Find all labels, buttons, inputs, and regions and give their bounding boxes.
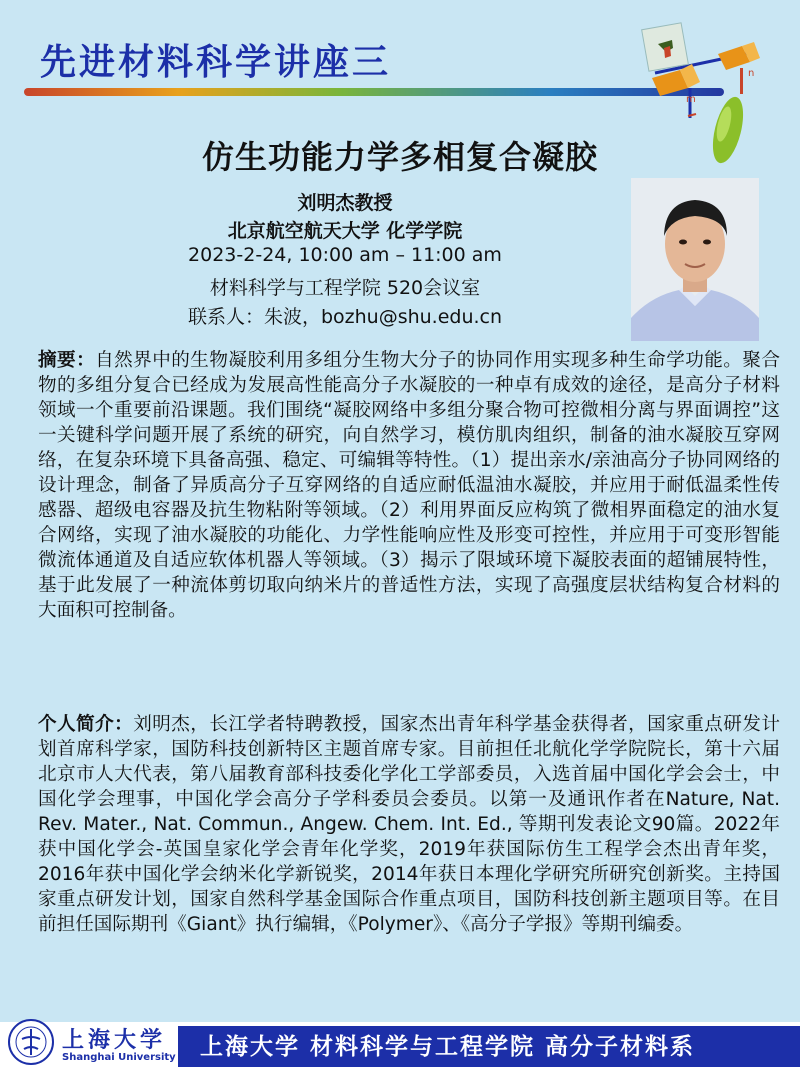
abstract-text: 自然界中的生物凝胶利用多组分生物大分子的协同作用实现多种生命学功能。聚合物的多组分复合已经成为发展高性能高分子水凝胶的一种卓有成效的途径，是高分子材料领域一个重要前沿课题。我们围绕“凝胶网络中多组分聚合物可控微相分离与界面调控”这一关键科学问题开展了系统的研究，向自然学习，模仿肌肉组织，制备的油水凝胶互穿网络，在复杂环境下具备高强、稳定、可编辑等特性。（1）提出亲水/亲油高分子协同网络的设计理念，制备了异质高分子互穿网络的自适应耐低温油水凝胶，并应用于耐低温柔性传感器、超级电容器及抗生物粘附等领域。（2）利用界面反应构筑了微相界面稳定的油水复合网络，实现了油水凝胶的功能化、力学性能响应性及形变可控性，并应用于可变形智能微流体通道及自适应软体机器人等领域。（3）揭示了限域环境下凝胶表面的超铺展特性，基于此发展了一种流体剪切取向纳米片的普适性方法，实现了高强度层状结构复合材料的大面积可控制备。 bbox=[38, 350, 780, 621]
header-gradient-rule bbox=[24, 88, 724, 96]
university-name-en: Shanghai University bbox=[62, 1052, 176, 1063]
abstract-paragraph bbox=[38, 348, 780, 623]
bio-text: 刘明杰，长江学者特聘教授，国家杰出青年科学基金获得者，国家重点研发计划首席科学家，国防科技创新特区主题首席专家。目前担任北航化学学院院长，第十六届北京市人大代表，第八届教育部科技委化学化工学部委员，入选首届中国化学会会士，中国化学会理事，中国化学会高分子学科委员会委员。以第一及通讯作者在Nature, Nat. Rev. Mater., Nat. Commun., Angew. Chem. Int. Ed., 等期刊发表论文90篇。2022年获中国化学会-英国皇家化学会青年化学奖，2019年获国际仿生工程学会杰出青年奖，2016年获中国化学会纳米化学新锐奖，2014年获日本理化学研究所研究创新奖。主持国家重点研发计划，国家自然科学基金国际合作重点项目，国防科技创新主题项目等。在目前担任国际期刊《Giant》执行编辑，《Polymer》、《高分子学报》等期刊编委。 bbox=[38, 714, 780, 935]
shanghai-university-seal-icon bbox=[6, 1017, 56, 1067]
bio-paragraph bbox=[38, 712, 780, 937]
talk-venue: 材料科学与工程学院 520会议室 bbox=[209, 277, 481, 299]
speaker-portrait bbox=[631, 178, 759, 341]
talk-title: 仿生功能力学多相复合凝胶 bbox=[201, 138, 598, 176]
speaker-name: 刘明杰教授 bbox=[297, 192, 393, 214]
talk-datetime: 2023-2-24, 10:00 am – 11:00 am bbox=[188, 244, 502, 266]
university-name-cn: 上海大学 bbox=[62, 1027, 167, 1053]
contact-info: 联系人：朱波，bozhu@shu.edu.cn bbox=[187, 306, 503, 328]
bio-label: 个人简介： bbox=[38, 714, 134, 735]
series-title: 先进材料科学讲座三 bbox=[40, 42, 392, 83]
logo-letter-m: m bbox=[686, 94, 696, 105]
speaker-affiliation: 北京航空航天大学 化学学院 bbox=[227, 220, 463, 242]
logo-letter-n: n bbox=[748, 68, 755, 79]
abstract-label: 摘要： bbox=[38, 350, 96, 371]
department-footer-bar: 上海大学 材料科学与工程学院 高分子材料系 bbox=[178, 1026, 800, 1067]
